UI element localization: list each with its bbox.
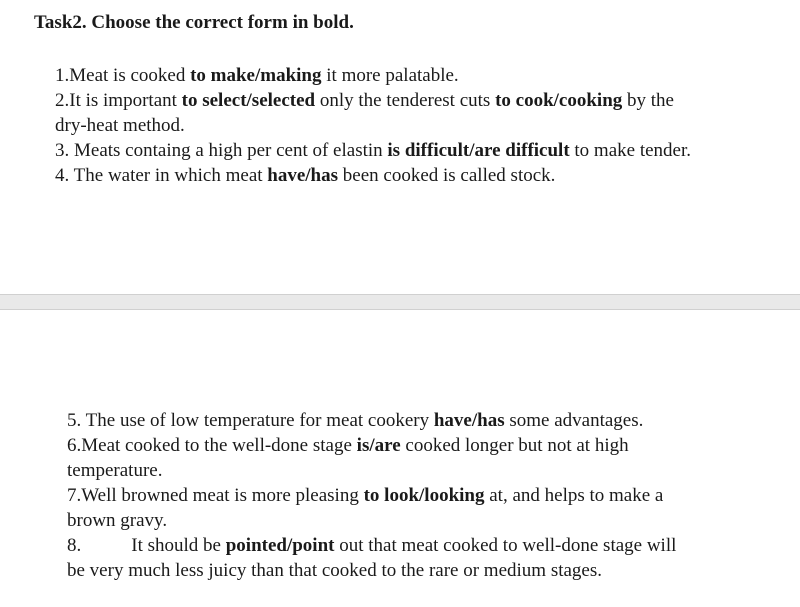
page-divider <box>0 295 800 309</box>
sentence-text: 2.It is important <box>55 90 182 111</box>
sentence-text: It should be <box>131 535 226 556</box>
sentence-text: been cooked is called stock. <box>338 165 556 186</box>
answer-options: is/are <box>356 435 401 456</box>
sentence-text: 3. Meats containg a high per cent of elastin <box>55 140 388 161</box>
sentence-text: out that meat cooked to well-done stage will be very much less juicy than that cooked to the rare or medium stages. <box>67 535 677 581</box>
answer-options: to look/looking <box>363 485 485 506</box>
sentence-text: some advantages. 6.Meat cooked to the well-done stage <box>67 410 644 456</box>
answer-options: to select/selected <box>181 90 316 111</box>
sentence-text: by the dry-heat method. <box>55 90 674 136</box>
sentence-text: 5. The use of low temperature for meat cookery <box>67 410 434 431</box>
answer-options: to make/making <box>190 65 322 86</box>
sentence-text: at, and helps to make a brown gravy. <box>67 485 664 531</box>
exercise-item <box>67 483 687 533</box>
exercise-item <box>67 408 687 483</box>
answer-options: have/has <box>433 410 505 431</box>
exercise-item <box>55 63 705 88</box>
exercise-item <box>55 163 705 188</box>
page-top <box>0 0 800 295</box>
exercise-item <box>55 88 705 138</box>
sentence-text: only the tenderest cuts <box>315 90 496 111</box>
sentence-text: it more palatable. <box>321 65 459 86</box>
answer-options: pointed/point <box>225 535 335 556</box>
exercise-item <box>55 138 705 163</box>
sentence-text: to make tender. <box>569 140 692 161</box>
task-title: Task2. Choose the correct form in bold. <box>34 12 354 33</box>
page-bottom <box>0 309 800 607</box>
sentence-text: 8. <box>67 535 82 556</box>
sentence-text: 7.Well browned meat is more pleasing <box>67 485 364 506</box>
answer-options: have/has <box>267 165 339 186</box>
exercise-item <box>67 533 687 583</box>
answer-options: is difficult/are difficult <box>387 140 570 161</box>
top-exercise-list <box>55 63 705 188</box>
answer-options: to cook/cooking <box>495 90 623 111</box>
sentence-text: 4. The water in which meat <box>55 165 268 186</box>
sentence-text: 1.Meat is cooked <box>55 65 191 86</box>
sentence-text: cooked longer but not at high temperature. <box>67 435 629 481</box>
bottom-exercise-list <box>67 408 687 583</box>
